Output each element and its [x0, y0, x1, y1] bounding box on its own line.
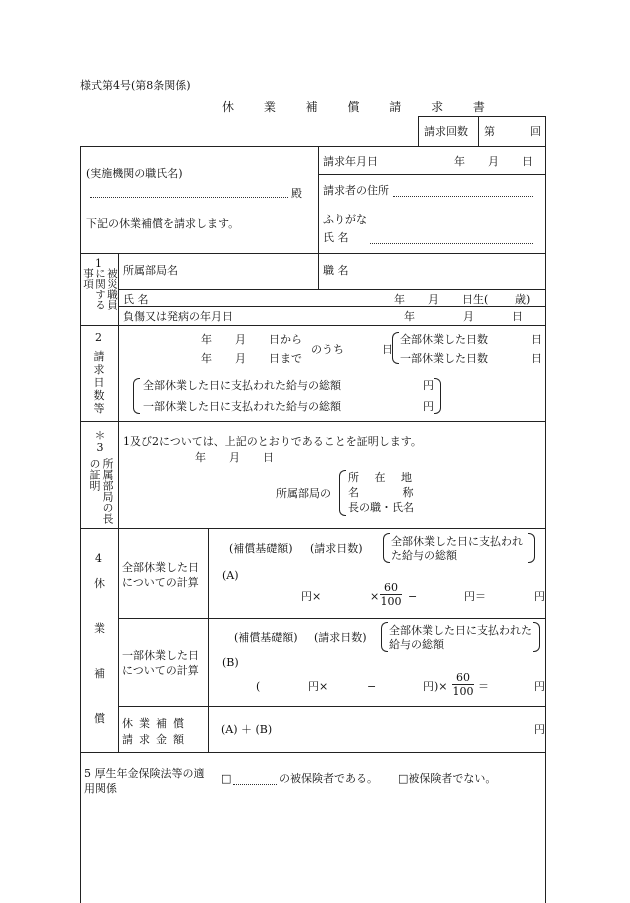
- dono: 殿: [291, 187, 302, 200]
- injury-date-label: 負傷又は発病の年月日: [123, 310, 233, 323]
- sec4-num: 4: [95, 552, 102, 565]
- form-title: 休 業 補 償 請 求 書: [222, 100, 498, 114]
- sec3-label: 所属部局の長の証明: [88, 458, 114, 524]
- sec1-label: 被災職員に関する事項: [82, 268, 118, 310]
- request-count-suffix: 回: [530, 125, 541, 138]
- position-label: 職 名: [323, 264, 349, 277]
- sec1-num: 1: [95, 257, 102, 270]
- full-days-label: 全部休業した日数: [400, 333, 488, 346]
- partial-calc-title: 一部休業した日についての計算: [122, 649, 199, 677]
- org-label: (実施機関の職氏名): [86, 167, 183, 180]
- address-label: 請求者の住所: [323, 184, 389, 197]
- insured-checkbox[interactable]: □: [221, 772, 232, 785]
- sec2-label: 請求日数等: [93, 350, 105, 415]
- sec5-label: 5 厚生年金保険法等の適用関係: [84, 767, 205, 795]
- full-calc-title: 全部休業した日についての計算: [122, 561, 199, 589]
- total-label: 休業補償請求金額: [122, 717, 190, 746]
- certify-statement: 1及び2については、上記のとおりであることを証明します。: [123, 435, 422, 448]
- sec2-num: 2: [95, 331, 102, 344]
- request-text: 下記の休業補償を請求します。: [86, 217, 240, 230]
- partial-days-label: 一部休業した日数: [400, 352, 488, 365]
- furigana-label: ふりがな: [323, 213, 367, 226]
- staff-name-label: 氏 名: [123, 293, 149, 306]
- full-wage-label: 全部休業した日に支払われた給与の総額: [143, 379, 341, 392]
- partial-wage-label: 一部休業した日に支払われた給与の総額: [143, 400, 341, 413]
- head-label: 所属部局の: [276, 487, 331, 500]
- not-insured-option[interactable]: □被保険者でない。: [398, 772, 497, 785]
- form-number: 様式第4号(第8条関係): [80, 79, 191, 92]
- request-date-label: 請求年月日: [323, 155, 378, 168]
- claimant-name-label: 氏 名: [323, 231, 349, 244]
- total-formula: (A) ＋ (B): [221, 723, 273, 736]
- request-count-prefix: 第: [484, 125, 495, 138]
- dept-label: 所属部局名: [123, 264, 178, 277]
- request-count-label: 請求回数: [424, 125, 468, 138]
- sec3-num: ＊3: [94, 429, 106, 454]
